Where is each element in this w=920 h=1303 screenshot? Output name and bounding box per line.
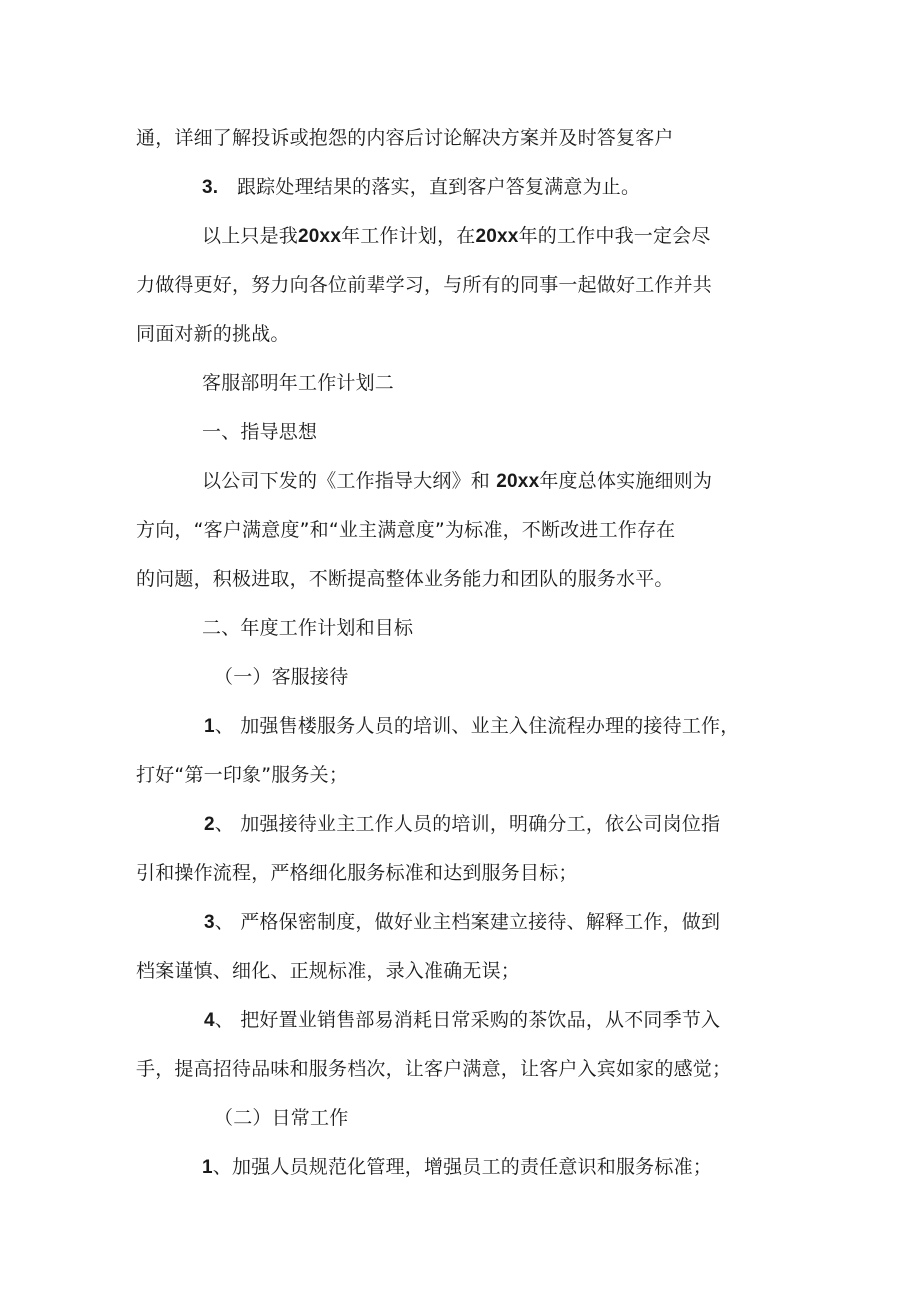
text: 跟踪处理结果的落实，直到客户答复满意为止。 — [236, 176, 641, 198]
text: 方向，“客户满意度”和“业主满意度”为标准，不断改进工作存在 — [136, 519, 676, 541]
item-number: 3 — [204, 912, 215, 933]
paragraph-line — [136, 958, 520, 984]
text: 客服部明年工作计划二 — [202, 372, 395, 394]
paragraph-line — [202, 468, 712, 495]
text: 、加强人员规范化管理，增强员工的责任意识和服务标准； — [212, 1156, 712, 1178]
text: 手，提高招待品味和服务档次，让客户满意，让客户入宾如家的感觉； — [136, 1058, 732, 1080]
list-item-2 — [204, 811, 720, 838]
text: 同面对新的挑战。 — [136, 323, 290, 345]
text: 力做得更好，努力向各位前辈学习，与所有的同事一起做好工作并共 — [136, 274, 713, 296]
list-item-4 — [204, 1007, 720, 1034]
item-number: 2 — [204, 814, 215, 835]
paragraph-line — [136, 272, 712, 298]
subheading-1 — [214, 664, 348, 690]
text: 、 加强售楼服务人员的培训、业主入住流程办理的接待工作， — [214, 715, 740, 737]
text: 的问题，积极进取，不断提高整体业务能力和团队的服务水平。 — [136, 568, 674, 590]
subheading-2 — [214, 1105, 348, 1131]
paragraph-line — [136, 762, 348, 788]
text: 以公司下发的《工作指导大纲》和 — [202, 470, 491, 492]
paragraph-line — [136, 860, 578, 886]
paragraph-line — [136, 125, 674, 151]
paragraph-line — [136, 517, 675, 543]
paragraph-line — [202, 223, 711, 250]
text: （一）客服接待 — [214, 666, 349, 688]
text: 、 加强接待业主工作人员的培训，明确分工，依公司岗位指 — [214, 813, 721, 835]
heading-1 — [202, 419, 317, 445]
list-item-1b — [202, 1154, 712, 1181]
item-number: 1 — [202, 1157, 213, 1178]
text: 、 严格保密制度，做好业主档案建立接待、解释工作，做到 — [214, 911, 721, 933]
item-number: 1 — [204, 716, 215, 737]
section-title — [202, 370, 394, 396]
text: 年的工作中我一定会尽 — [518, 225, 711, 247]
list-item-1 — [204, 713, 739, 740]
paragraph-line — [136, 566, 674, 592]
text: 年工作计划，在 — [341, 225, 476, 247]
year: 20xx — [298, 226, 342, 247]
item-number: 4 — [204, 1010, 215, 1031]
item-number: 3. — [202, 177, 219, 198]
text: 以上只是我 — [202, 225, 299, 247]
paragraph-line — [136, 321, 290, 347]
text: 一、指导思想 — [202, 421, 318, 443]
text: 二、年度工作计划和目标 — [202, 617, 414, 639]
text: （二）日常工作 — [214, 1107, 349, 1129]
year: 20xx — [496, 471, 540, 492]
text: 引和操作流程，严格细化服务标准和达到服务目标； — [136, 862, 578, 884]
text: 打好“第一印象”服务关； — [136, 764, 349, 786]
text: 通，详细了解投诉或抱怨的内容后讨论解决方案并及时答复客户 — [136, 127, 674, 149]
heading-2 — [202, 615, 413, 641]
text: 档案谨慎、细化、正规标准，录入准确无误； — [136, 960, 521, 982]
year: 20xx — [475, 226, 519, 247]
text: 年度总体实施细则为 — [539, 470, 713, 492]
paragraph-line — [136, 1056, 731, 1082]
list-item-3 — [202, 174, 640, 201]
list-item-3b — [204, 909, 720, 936]
text: 、 把好置业销售部易消耗日常采购的茶饮品，从不同季节入 — [214, 1009, 721, 1031]
